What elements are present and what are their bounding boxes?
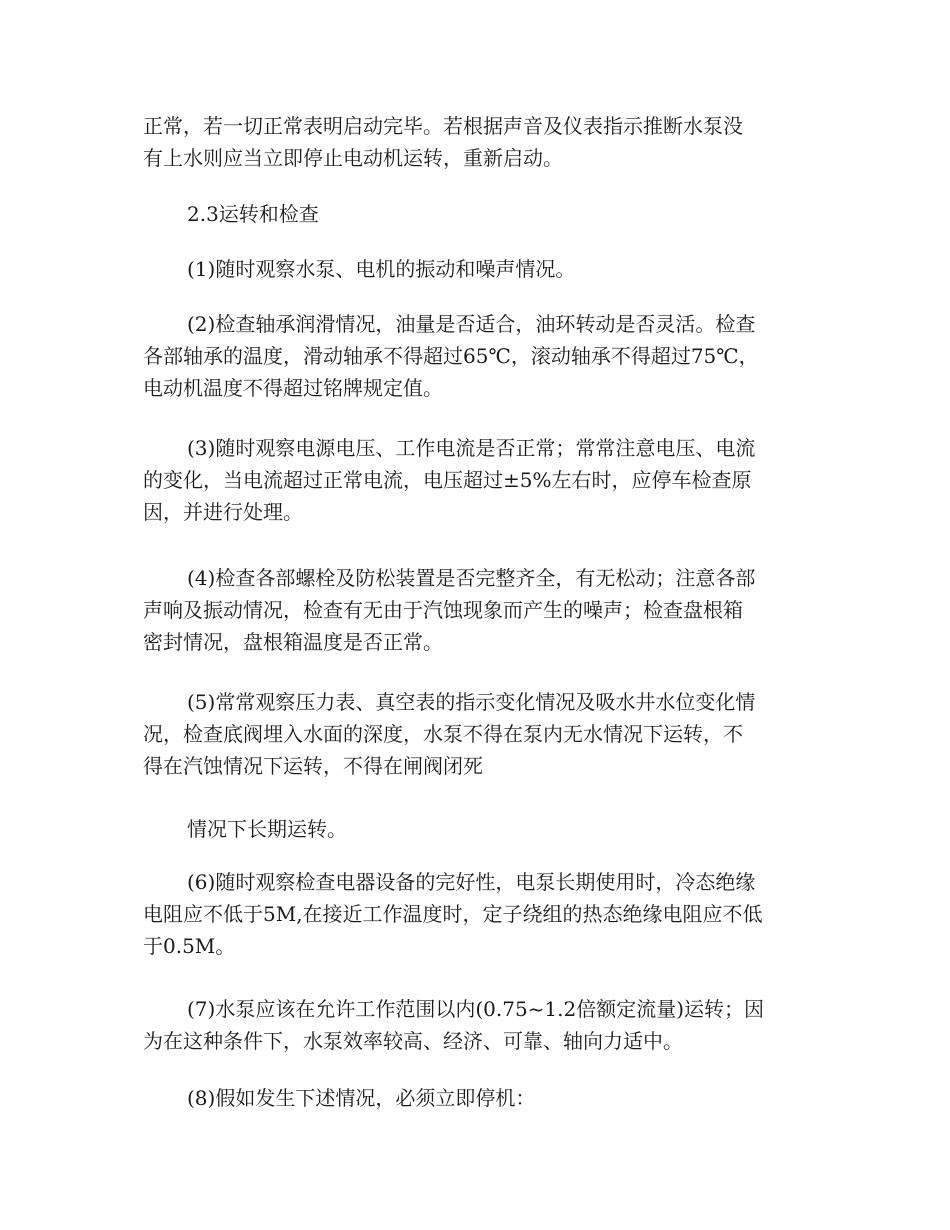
text-line: (6)随时观察检查电器设备的完好性，电泵长期使用时，冷态绝缘 bbox=[187, 870, 756, 894]
text-line: 况，检查底阀埋入水面的深度，水泵不得在泵内无水情况下运转，不 bbox=[143, 722, 743, 746]
text-line: (4)检查各部螺栓及防松装置是否完整齐全，有无松动；注意各部 bbox=[187, 566, 756, 590]
text-line: 各部轴承的温度，滑动轴承不得超过65℃，滚动轴承不得超过75℃， bbox=[143, 344, 759, 368]
text-line: 正常，若一切正常表明启动完毕。若根据声音及仪表指示推断水泵没 bbox=[143, 114, 743, 138]
paragraph-item-3 bbox=[143, 432, 823, 528]
text-line: 电阻应不低于5M,在接近工作温度时，定子绕组的热态绝缘电阻应不低 bbox=[143, 902, 763, 926]
paragraph-startup-end bbox=[143, 110, 823, 174]
text-line: 电动机温度不得超过铭牌规定值。 bbox=[143, 376, 443, 400]
text-line: (8)假如发生下述情况，必须立即停机： bbox=[187, 1086, 536, 1110]
text-line: (5)常常观察压力表、真空表的指示变化情况及吸水井水位变化情 bbox=[187, 690, 756, 714]
text-line: (1)随时观察水泵、电机的振动和噪声情况。 bbox=[187, 257, 576, 281]
text-line: 的变化，当电流超过正常电流，电压超过±5%左右时，应停车检查原 bbox=[143, 468, 752, 492]
text-line: (3)随时观察电源电压、工作电流是否正常；常常注意电压、电流 bbox=[187, 436, 756, 460]
text-line: 因，并进行处理。 bbox=[143, 500, 303, 524]
text-line: (7)水泵应该在允许工作范围以内(0.75~1.2倍额定流量)运转；因 bbox=[187, 997, 765, 1021]
text-line: 为在这种条件下，水泵效率较高、经济、可靠、轴向力适中。 bbox=[143, 1029, 683, 1053]
section-heading-2-3 bbox=[143, 198, 823, 230]
text-line: 密封情况，盘根箱温度是否正常。 bbox=[143, 630, 443, 654]
paragraph-item-5 bbox=[143, 686, 823, 782]
text-line: 情况下长期运转。 bbox=[187, 817, 347, 841]
heading-text: 2.3运转和检查 bbox=[187, 202, 319, 226]
paragraph-item-5-continued bbox=[143, 813, 823, 845]
text-line: (2)检查轴承润滑情况，油量是否适合，油环转动是否灵活。检查 bbox=[187, 312, 756, 336]
paragraph-item-7 bbox=[143, 993, 823, 1057]
paragraph-item-4 bbox=[143, 562, 823, 658]
paragraph-item-6 bbox=[143, 866, 823, 962]
text-line: 声响及振动情况，检查有无由于汽蚀现象而产生的噪声；检查盘根箱 bbox=[143, 598, 743, 622]
paragraph-item-2 bbox=[143, 308, 823, 404]
text-line: 于0.5M。 bbox=[143, 934, 236, 958]
paragraph-item-1 bbox=[143, 253, 823, 285]
text-line: 有上水则应当立即停止电动机运转，重新启动。 bbox=[143, 146, 563, 170]
paragraph-item-8 bbox=[143, 1082, 823, 1114]
text-line: 得在汽蚀情况下运转，不得在闸阀闭死 bbox=[143, 754, 483, 778]
